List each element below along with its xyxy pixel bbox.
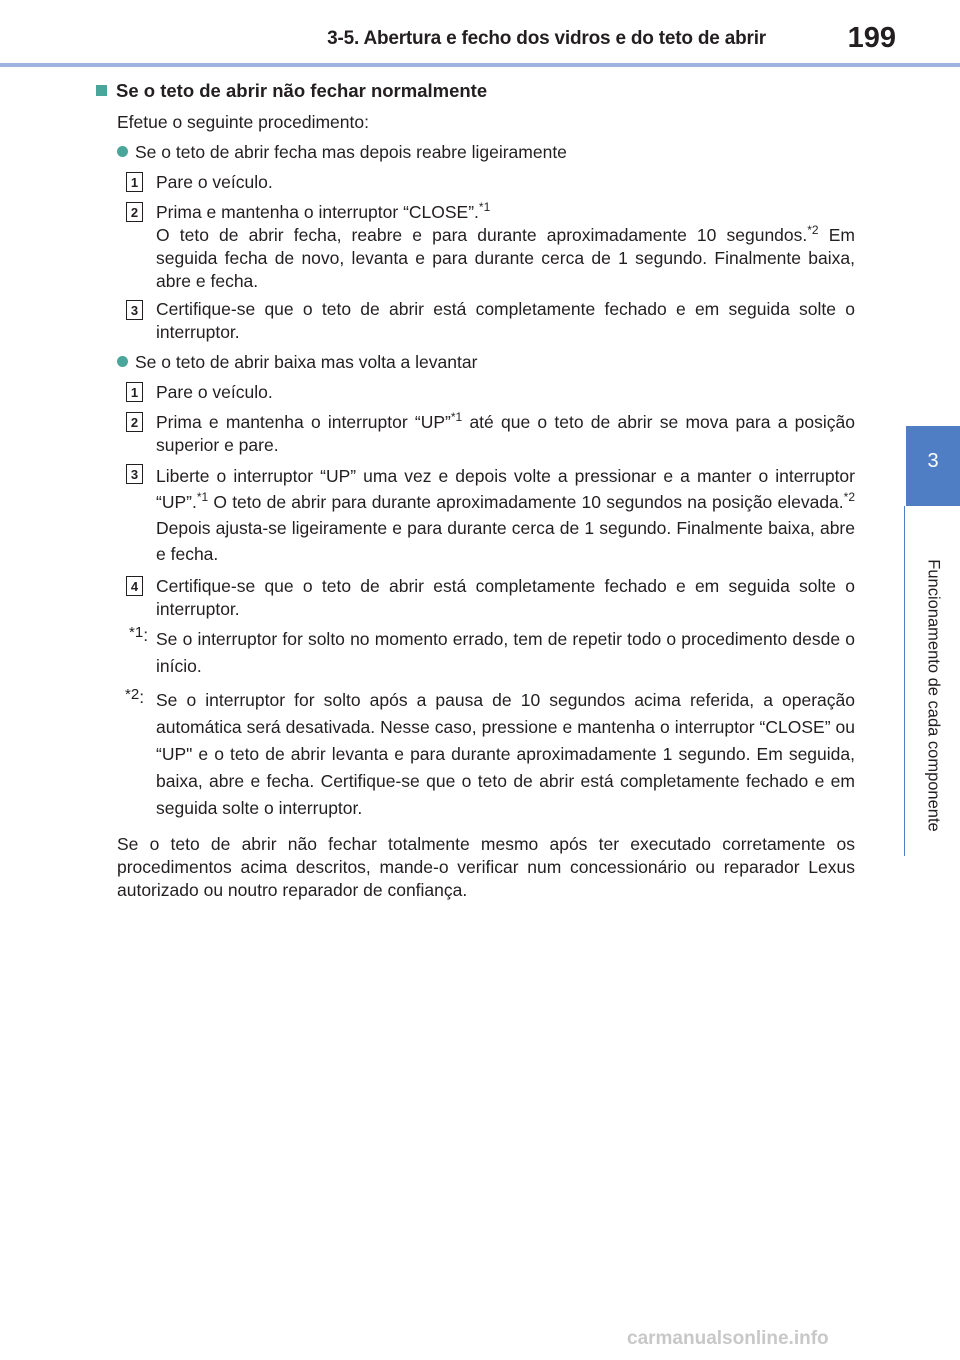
- step-text-part: até que o teto de abrir se mova para a posição superior e pare.: [156, 412, 855, 455]
- footnote-marker: [129, 625, 148, 646]
- round-bullet-icon: [117, 356, 128, 367]
- step-text-part: Prima e mantenha o interruptor “UP”: [156, 412, 451, 432]
- case2-step2-text: [156, 411, 855, 457]
- step-number-box: 1: [126, 382, 143, 402]
- footnote-marker-colon: :: [143, 625, 149, 645]
- footnote-ref: *1: [196, 490, 209, 504]
- chapter-tab[interactable]: 3: [906, 426, 960, 506]
- step-text-part: Em seguida fecha de novo, levanta e para durante cerca de 1 segundo. Finalmente baixa, abre e fecha.: [156, 225, 855, 291]
- chapter-label: Funcionamento de cada componente: [924, 559, 943, 832]
- footnote-marker: [125, 687, 144, 708]
- case2-heading: [117, 351, 477, 374]
- case1-heading-text: Se o teto de abrir fecha mas depois reabre ligeiramente: [135, 142, 567, 162]
- step-text-part: O teto de abrir para durante aproximadamente 10 segundos na posição elevada.: [208, 492, 844, 512]
- footnote-ref: *2: [807, 223, 819, 237]
- case2-heading-text: Se o teto de abrir baixa mas volta a levantar: [135, 352, 478, 372]
- footnote-marker-sup: *1: [129, 624, 144, 641]
- step-number-box: 2: [126, 412, 143, 432]
- footnote-marker-colon: :: [139, 687, 145, 707]
- case1-step1-text: Pare o veículo.: [156, 172, 273, 192]
- page-number: 199: [847, 22, 896, 54]
- closing-paragraph: Se o teto de abrir não fechar totalmente mesmo após ter executado corretamente os procedimentos acima descritos, mande-o verificar num concessionário ou reparador Lexus autorizado ou noutro reparador de confiança.: [117, 834, 855, 900]
- section-title: [96, 80, 487, 102]
- step-number-box: 4: [126, 576, 143, 596]
- chapter-divider: [904, 506, 905, 856]
- footnote-ref: *1: [450, 410, 463, 424]
- footnote-marker-sup: *2: [125, 686, 140, 703]
- case1-step2-text: [156, 201, 855, 293]
- section-title-text: Se o teto de abrir não fechar normalmente: [116, 80, 488, 101]
- step-text-part: Depois ajusta-se ligeiramente e para durante cerca de 1 segundo. Finalmente baixa, abre e fecha.: [156, 518, 855, 564]
- footnote-2-text: Se o interruptor for solto após a pausa de 10 segundos acima referida, a operação automática será desativada. Nesse caso, pressione e mantenha o interruptor “CLOSE” ou “UP" e o teto de abrir levanta e para durante aproximadamente 1 segundo. Em seguida, baixa, abre e fecha. Certifique-se que o teto de abrir está completamente fechado e em seguida solte o interruptor.: [156, 690, 855, 818]
- step-text-part: Liberte o interruptor “UP” uma vez e depois volte a pressionar e a manter o interruptor “UP”.: [156, 466, 855, 512]
- case2-step1-text: Pare o veículo.: [156, 382, 273, 402]
- case2-step3-text: [156, 463, 855, 567]
- step-number-box: 2: [126, 202, 143, 222]
- round-bullet-icon: [117, 146, 128, 157]
- section-intro: Efetue o seguinte procedimento:: [117, 112, 369, 132]
- step-text-part: Prima e mantenha o interruptor “CLOSE”.: [156, 202, 479, 222]
- case1-step3-text: Certifique-se que o teto de abrir está completamente fechado e em seguida solte o interruptor.: [156, 299, 855, 342]
- footnote-ref: *2: [843, 490, 855, 504]
- header-rule: [0, 63, 960, 67]
- watermark: carmanualsonline.info: [627, 1328, 829, 1349]
- footnote-ref: *1: [478, 200, 491, 214]
- step-number-box: 1: [126, 172, 143, 192]
- header-title: 3-5. Abertura e fecho dos vidros e do teto de abrir: [327, 28, 766, 49]
- square-bullet-icon: [96, 85, 107, 96]
- step-number-box: 3: [126, 464, 143, 484]
- case2-step4-text: Certifique-se que o teto de abrir está completamente fechado e em seguida solte o interruptor.: [156, 576, 855, 619]
- step-number-box: 3: [126, 300, 143, 320]
- footnote-1-text: Se o interruptor for solto no momento errado, tem de repetir todo o procedimento desde o início.: [156, 629, 855, 676]
- step-text-part: O teto de abrir fecha, reabre e para durante aproximadamente 10 segundos.: [156, 225, 808, 245]
- case1-heading: [117, 141, 567, 164]
